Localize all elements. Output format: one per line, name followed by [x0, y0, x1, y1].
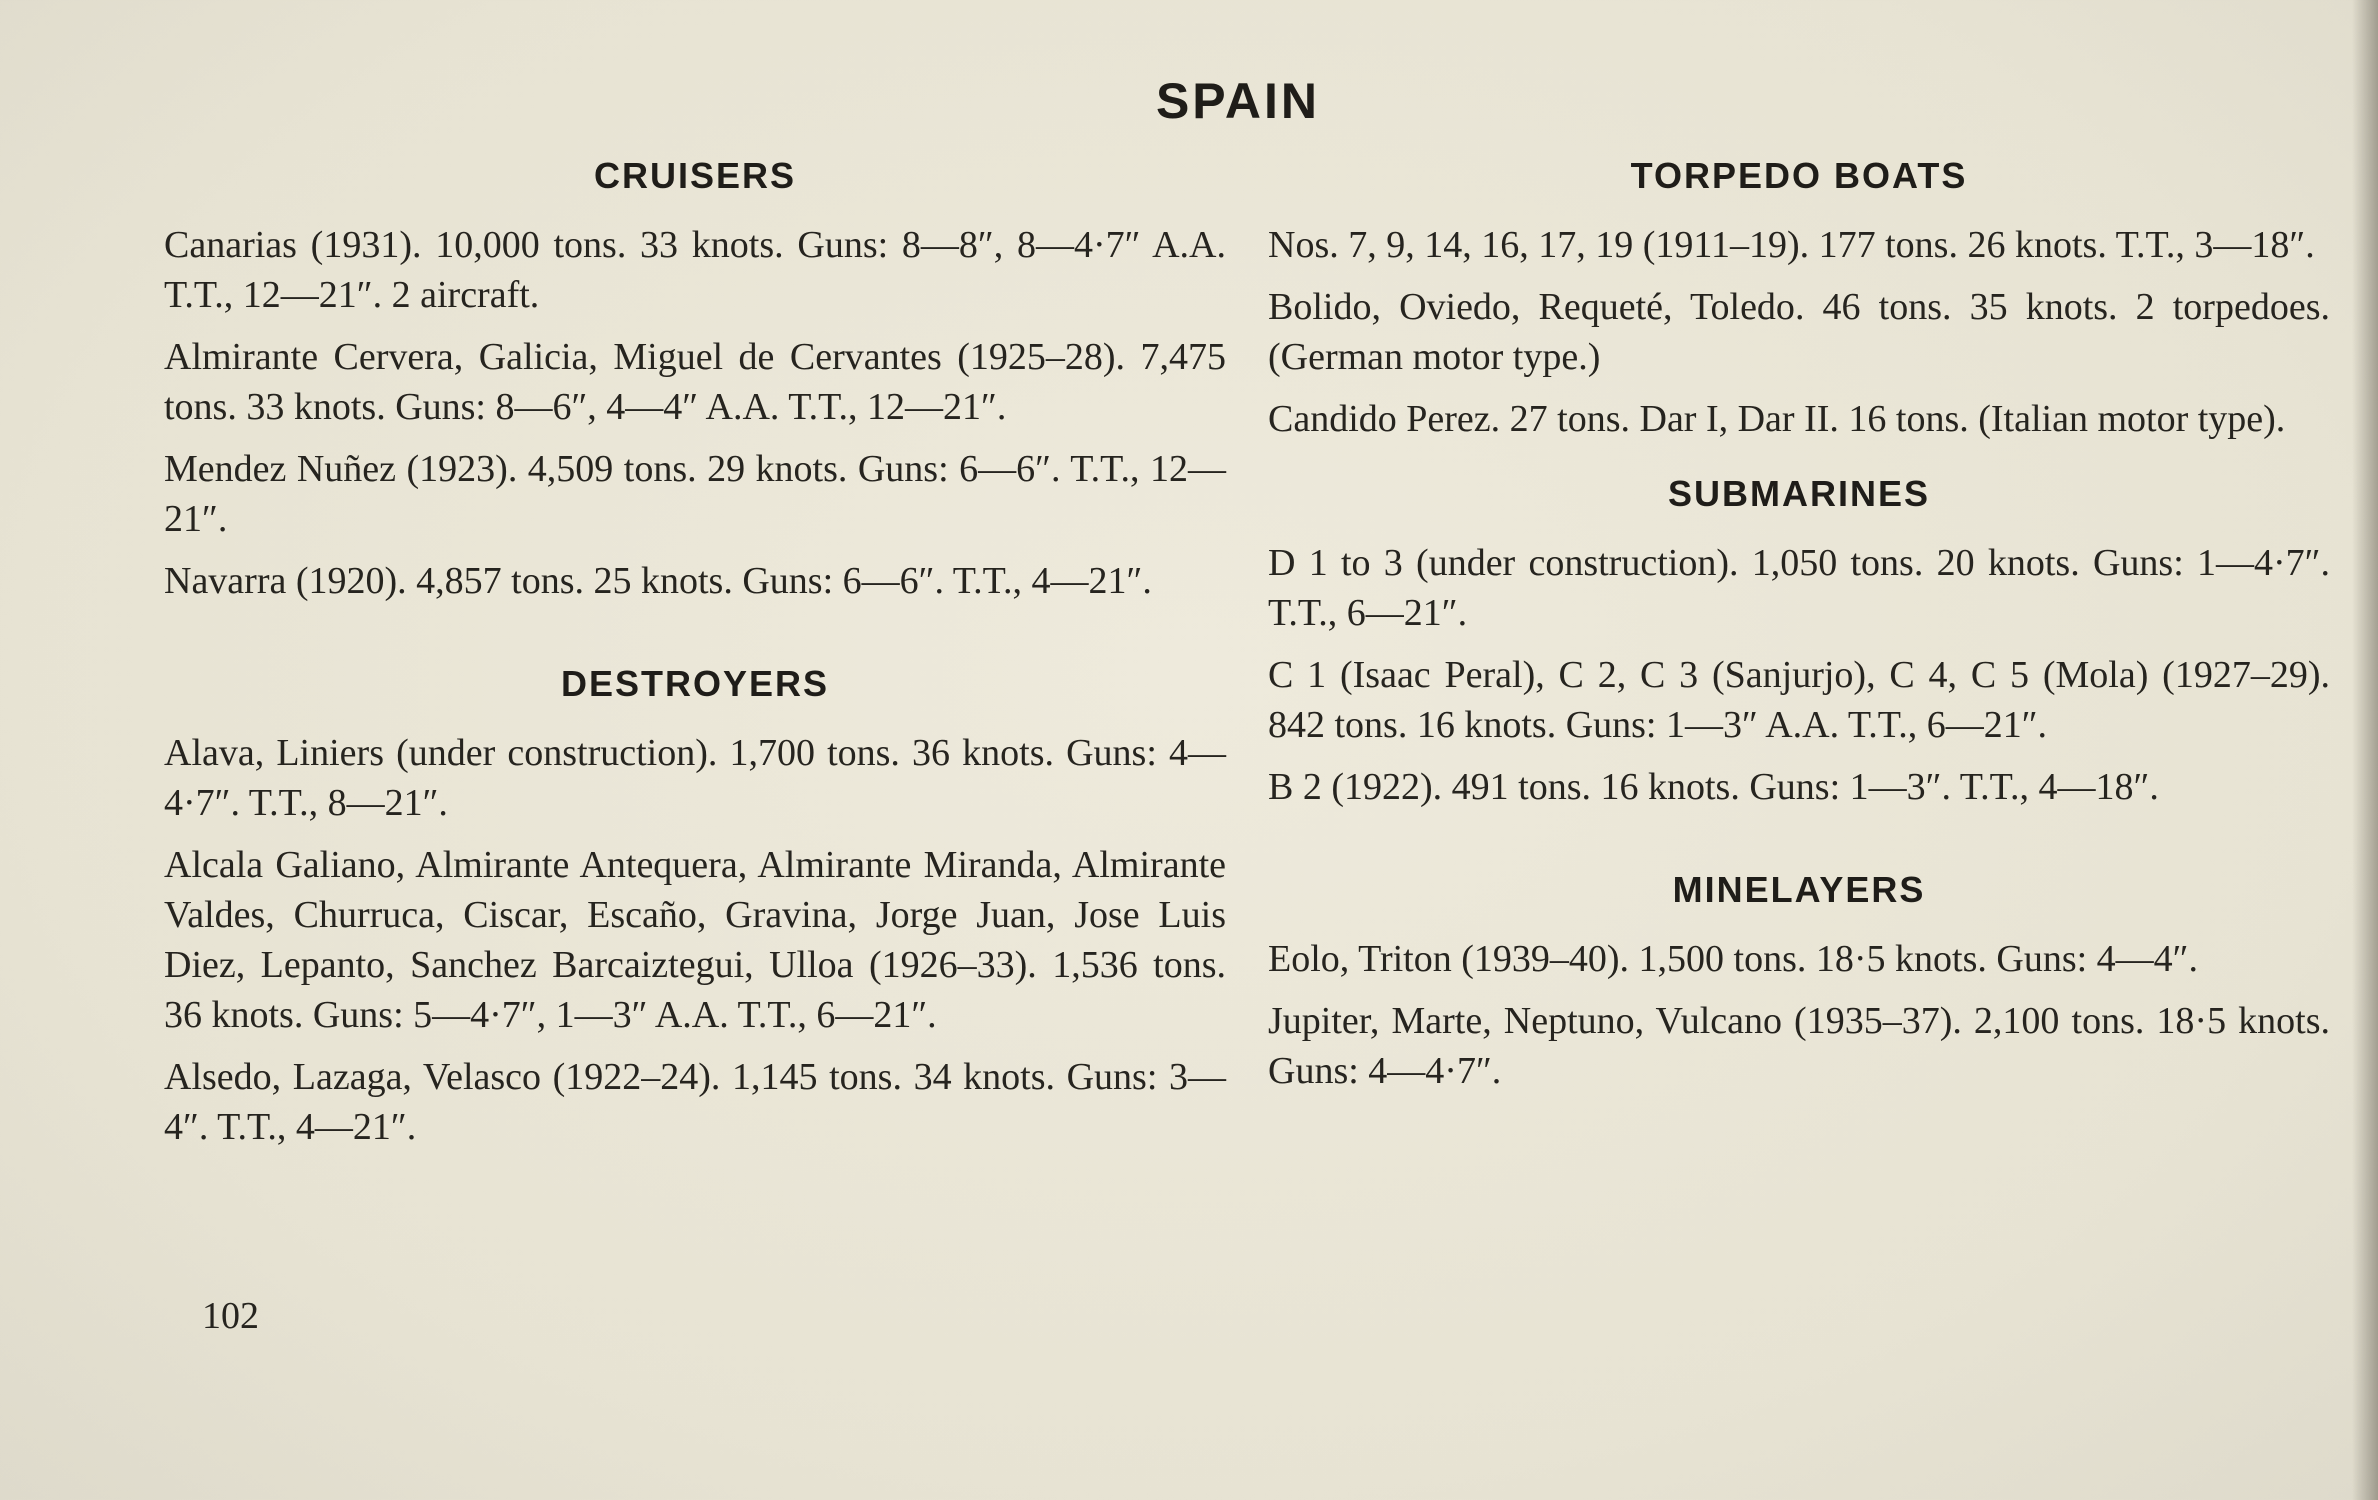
torpedo-boat-entry: Bolido, Oviedo, Requeté, Toledo. 46 tons. 35 knots. 2 torpedoes. (German motor type.) [1268, 286, 2330, 378]
page-edge-shadow [2352, 0, 2378, 1500]
torpedo-boat-entry: Candido Perez. 27 tons. Dar I, Dar II. 16 tons. (Italian motor type). [1268, 398, 2286, 440]
destroyer-entry: Alsedo, Lazaga, Velasco (1922–24). 1,145 tons. 34 knots. Guns: 3—4″. T.T., 4—21″. [164, 1056, 1226, 1148]
destroyer-entry: Alava, Liniers (under construction). 1,700 tons. 36 knots. Guns: 4—4·7″. T.T., 8—21″. [164, 732, 1226, 824]
cruiser-entry: Canarias (1931). 10,000 tons. 33 knots. Guns: 8—8″, 8—4·7″ A.A. T.T., 12—21″. 2 aircraft. [164, 224, 1226, 316]
minelayer-entry: Jupiter, Marte, Neptuno, Vulcano (1935–37). 2,100 tons. 18·5 knots. Guns: 4—4·7″. [1268, 1000, 2330, 1092]
section-heading-destroyers: DESTROYERS [560, 663, 830, 704]
cruiser-entry: Mendez Nuñez (1923). 4,509 tons. 29 knots. Guns: 6—6″. T.T., 12—21″. [164, 448, 1226, 540]
section-heading-submarines: SUBMARINES [1667, 473, 1930, 514]
section-heading-torpedo-boats: TORPEDO BOATS [1630, 155, 1968, 196]
minelayer-entry: Eolo, Triton (1939–40). 1,500 tons. 18·5 knots. Guns: 4—4″. [1268, 938, 2198, 980]
page-number: 102 [202, 1295, 259, 1337]
destroyer-entry: Alcala Galiano, Almirante Antequera, Almirante Miranda, Almirante Valdes, Churruca, Ciscar, Escaño, Gravina, Jorge Juan, Jose Luis Diez, Lepanto, Sanchez Barcaiztegui, Ulloa (1926–33). 1,536 tons. 36 knots. Guns: 5—4·7″, 1—3″ A.A. T.T., 6—21″. [164, 844, 1226, 1036]
torpedo-boat-entry: Nos. 7, 9, 14, 16, 17, 19 (1911–19). 177 tons. 26 knots. T.T., 3—18″. [1268, 224, 2315, 266]
left-column [164, 150, 1226, 1164]
submarine-entry: D 1 to 3 (under construction). 1,050 tons. 20 knots. Guns: 1—4·7″. T.T., 6—21″. [1268, 542, 2330, 634]
right-column [1268, 150, 2330, 1108]
section-heading-minelayers: MINELAYERS [1672, 869, 1926, 910]
cruiser-entry: Almirante Cervera, Galicia, Miguel de Cervantes (1925–28). 7,475 tons. 33 knots. Guns: 8—6″, 4—4″ A.A. T.T., 12—21″. [164, 336, 1226, 428]
section-heading-cruisers: CRUISERS [593, 155, 797, 196]
submarine-entry: C 1 (Isaac Peral), C 2, C 3 (Sanjurjo), C 4, C 5 (Mola) (1927–29). 842 tons. 16 knots. Guns: 1—3″ A.A. T.T., 6—21″. [1268, 654, 2330, 746]
submarine-entry: B 2 (1922). 491 tons. 16 knots. Guns: 1—3″. T.T., 4—18″. [1268, 766, 2159, 808]
cruiser-entry: Navarra (1920). 4,857 tons. 25 knots. Guns: 6—6″. T.T., 4—21″. [164, 560, 1152, 602]
page-title: SPAIN [1155, 73, 1321, 129]
